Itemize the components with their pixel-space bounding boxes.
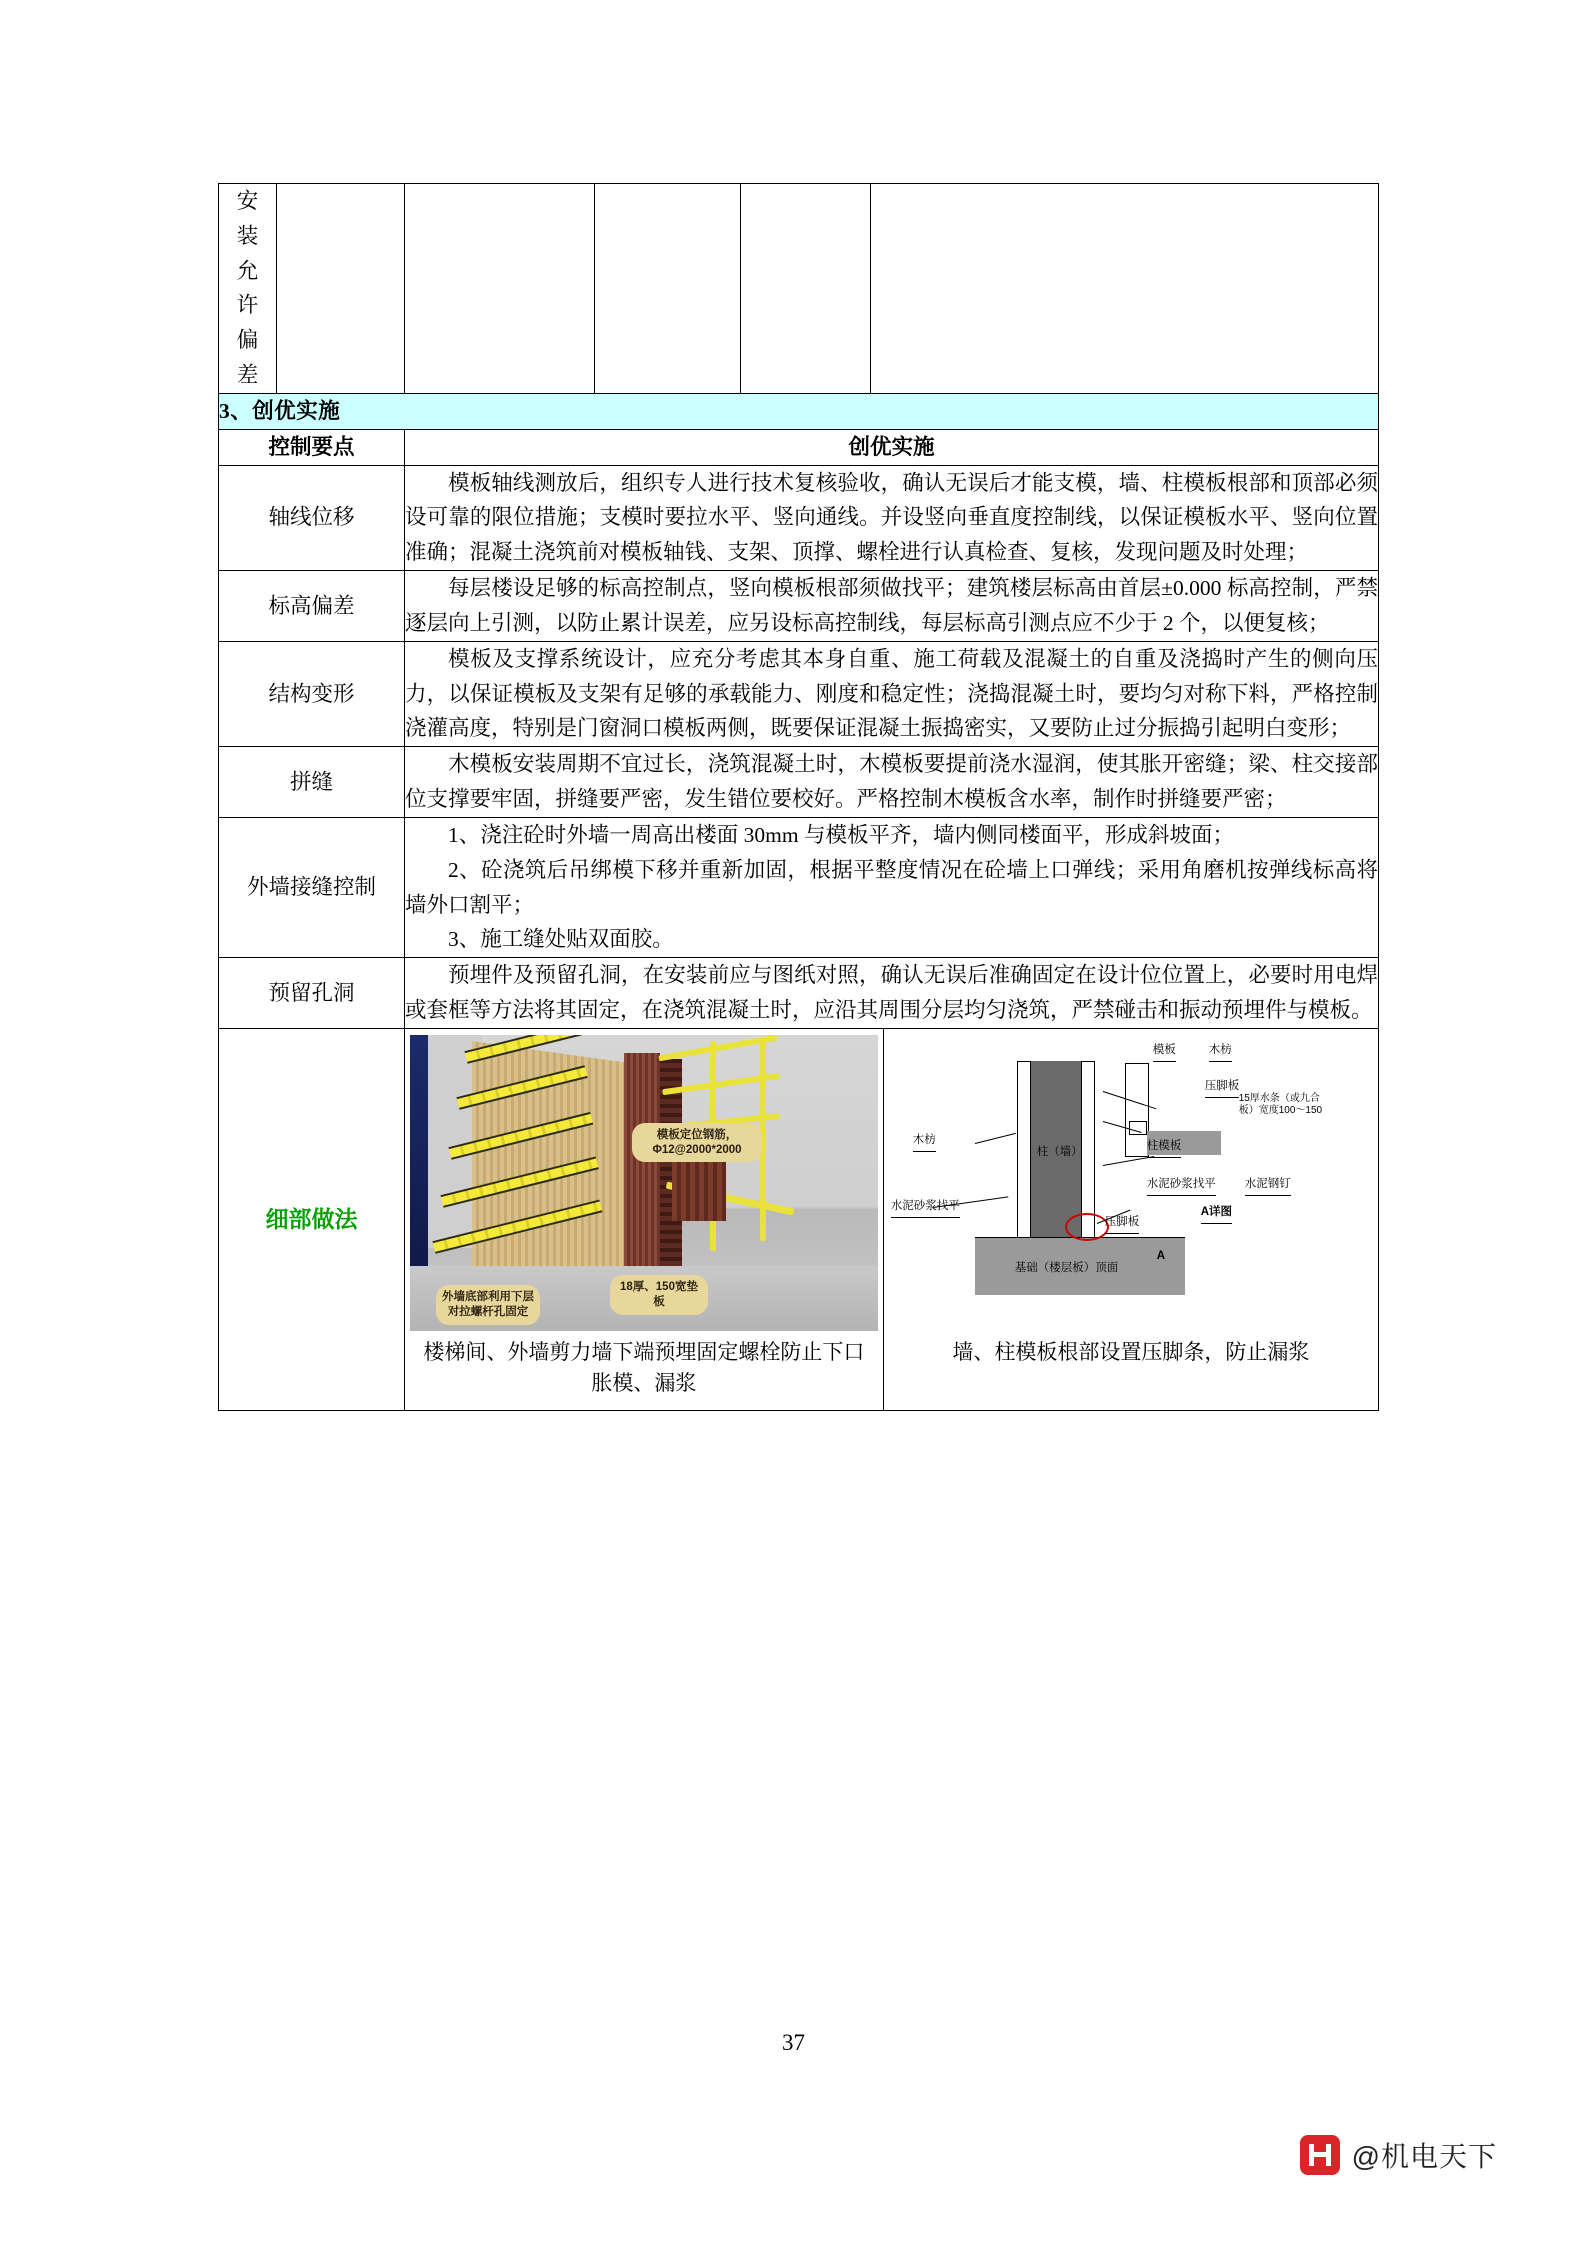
deviation-char: 偏: [236, 328, 259, 353]
label-column-wall: 柱（墙）: [1036, 1145, 1083, 1158]
table-row-section-banner: [219, 393, 1379, 429]
table-row-header: [219, 429, 1379, 465]
row-body-axis-offset: [405, 465, 1379, 570]
table-row: [219, 641, 1379, 746]
watermark-handle: @机电天下: [1351, 2141, 1497, 2172]
column-base-detail-drawing: [889, 1035, 1373, 1331]
callout-base-plate: 18厚、150宽垫板: [610, 1275, 708, 1314]
label-wood-batten-left: 木枋: [913, 1131, 936, 1152]
deviation-char: 允: [236, 258, 259, 283]
paragraph: 预埋件及预留孔洞，在安装前应与图纸对照，确认无误后准确固定在设计位位置上，必要时用电焊或套框等方法将其固定，在浇筑混凝土时，应沿其周围分层均匀浇筑，严禁碰击和振动预埋件与模板。: [405, 963, 1378, 1023]
row-body-elevation-deviation: [405, 571, 1379, 642]
deviation-cell-4: [741, 184, 871, 394]
header-implementation: 创优实施: [405, 429, 1379, 465]
paragraph: 3、施工缝处贴双面胶。: [448, 927, 674, 952]
table-row-detail-methods: [219, 1028, 1379, 1410]
leader-line: [975, 1133, 1016, 1144]
deviation-char: 安: [236, 189, 259, 213]
toutiao-logo-icon: [1300, 2135, 1340, 2175]
row-key-elevation-deviation: 标高偏差: [219, 571, 405, 642]
header-control-points: 控制要点: [219, 429, 405, 465]
label-foundation-top: 基础（楼层板）顶面: [1014, 1261, 1119, 1274]
paragraph: 1、浇注砼时外墙一周高出楼面 30mm 与模板平齐，墙内侧同楼面平，形成斜坡面；: [448, 822, 1234, 847]
row-body-reserved-holes: [405, 958, 1379, 1029]
row-body-structural-deformation: [405, 641, 1379, 746]
deviation-cell-1: [277, 184, 405, 394]
row-key-joint: 拼缝: [219, 747, 405, 818]
label-mortar-leveling-r: 水泥砂浆找平: [1147, 1175, 1216, 1196]
label-mortar-leveling-l: 水泥砂浆找平: [891, 1197, 960, 1218]
paragraph: 模板轴线测放后，组织专人进行技术复核验收，确认无误后才能支模，墙、柱模板根部和顶部必须设可靠的限位措施；支模时要拉水平、竖向通线。并设竖向垂直度控制线，以保证模板水平、竖向位置准确；混凝土浇筑前对模板轴钱、支架、顶撑、螺栓进行认真检查、复核，发现问题及时处理；: [405, 470, 1378, 565]
drawing-detail-form: [1125, 1063, 1149, 1157]
table-row: [219, 958, 1379, 1029]
row-key-structural-deformation: 结构变形: [219, 641, 405, 746]
deviation-cell-5: [871, 184, 1379, 394]
drawing-detail-batten: [1129, 1121, 1147, 1135]
row-body-joint: [405, 747, 1379, 818]
left-figure-caption: 楼梯间、外墙剪力墙下端预埋固定螺栓防止下口胀模、漏浆: [423, 1339, 865, 1396]
highlight-ellipse: [1065, 1213, 1109, 1241]
watermark: [1300, 2135, 1497, 2175]
label-column-formwork: 柱模板: [1147, 1137, 1182, 1158]
quality-control-table: [218, 183, 1379, 1411]
drawing-column-form-left: [1017, 1061, 1031, 1239]
right-figure-caption: 墙、柱模板根部设置压脚条，防止漏浆: [952, 1339, 1310, 1364]
left-figure-container: [405, 1029, 884, 1410]
deviation-char: 差: [236, 363, 259, 388]
row-body-exterior-joint-control: [405, 817, 1379, 957]
paragraph: 2、砼浇筑后吊绑模下移并重新加固，根据平整度情况在砼墙上口弹线；采用角磨机按弹线标高将墙外口割平；: [405, 857, 1378, 917]
section-banner-label: 3、创优实施: [219, 393, 1379, 429]
label-formwork: 模板: [1153, 1041, 1176, 1062]
label-foot-plate-bottom: 压脚板: [1105, 1213, 1140, 1234]
deviation-cell-2: [405, 184, 595, 394]
label-water-strip: 15厚水条（或九合板）宽度100～150: [1238, 1092, 1323, 1117]
table-row: [219, 817, 1379, 957]
row-key-detail-methods: 细部做法: [219, 1028, 405, 1410]
callout-positioning-rebar: 模板定位钢筋，Φ12@2000*2000: [632, 1123, 762, 1162]
label-foot-plate-top: 压脚板: [1205, 1077, 1240, 1098]
right-figure-container: [884, 1029, 1378, 1410]
page-number: 37: [782, 2030, 805, 2055]
paragraph: 每层楼设足够的标高控制点，竖向模板根部须做找平；建筑楼层标高由首层±0.000 标高控制，严禁逐层向上引测，以防止累计误差，应另设标高控制线，每层标高引测点应不少于 2 个，以便复核；: [405, 576, 1378, 635]
label-cement-nail: 水泥钢钉: [1245, 1175, 1291, 1196]
detail-figures-cell: [405, 1028, 1379, 1410]
deviation-label: [219, 184, 277, 394]
label-detail-a: A详图: [1201, 1203, 1232, 1224]
paragraph: 模板及支撑系统设计，应充分考虑其本身自重、施工荷载及混凝土的自重及浇捣时产生的侧向压力，以保证模板及支架有足够的承载能力、刚度和稳定性；浇捣混凝土时，要均匀对称下料，严格控制浇灌高度，特别是门窗洞口模板两侧，既要保证混凝土振捣密实，又要防止过分振捣引起明白变形；: [405, 646, 1378, 741]
deviation-char: 许: [236, 293, 259, 318]
callout-bottom-tie: 外墙底部利用下层对拉螺杆孔固定: [436, 1285, 540, 1324]
table-row-deviation: [219, 184, 1379, 394]
table-row: [219, 571, 1379, 642]
label-wood-batten-top: 木枋: [1209, 1041, 1232, 1062]
paragraph: 木模板安装周期不宜过长，浇筑混凝土时，木模板要提前浇水湿润，使其胀开密缝；梁、柱交接部位支撑要牢固，拼缝要严密，发生错位要校好。严格控制木模板含水率，制作时拼缝要严密；: [405, 752, 1378, 812]
photo-column-form: [624, 1053, 660, 1272]
formwork-wall-photo: [410, 1035, 878, 1331]
row-key-axis-offset: 轴线位移: [219, 465, 405, 570]
table-row: [219, 747, 1379, 818]
deviation-char: 装: [236, 223, 259, 248]
deviation-cell-3: [595, 184, 741, 394]
row-key-reserved-holes: 预留孔洞: [219, 958, 405, 1029]
table-row: [219, 465, 1379, 570]
row-key-exterior-joint-control: 外墙接缝控制: [219, 817, 405, 957]
label-section-a: A: [1156, 1249, 1166, 1262]
